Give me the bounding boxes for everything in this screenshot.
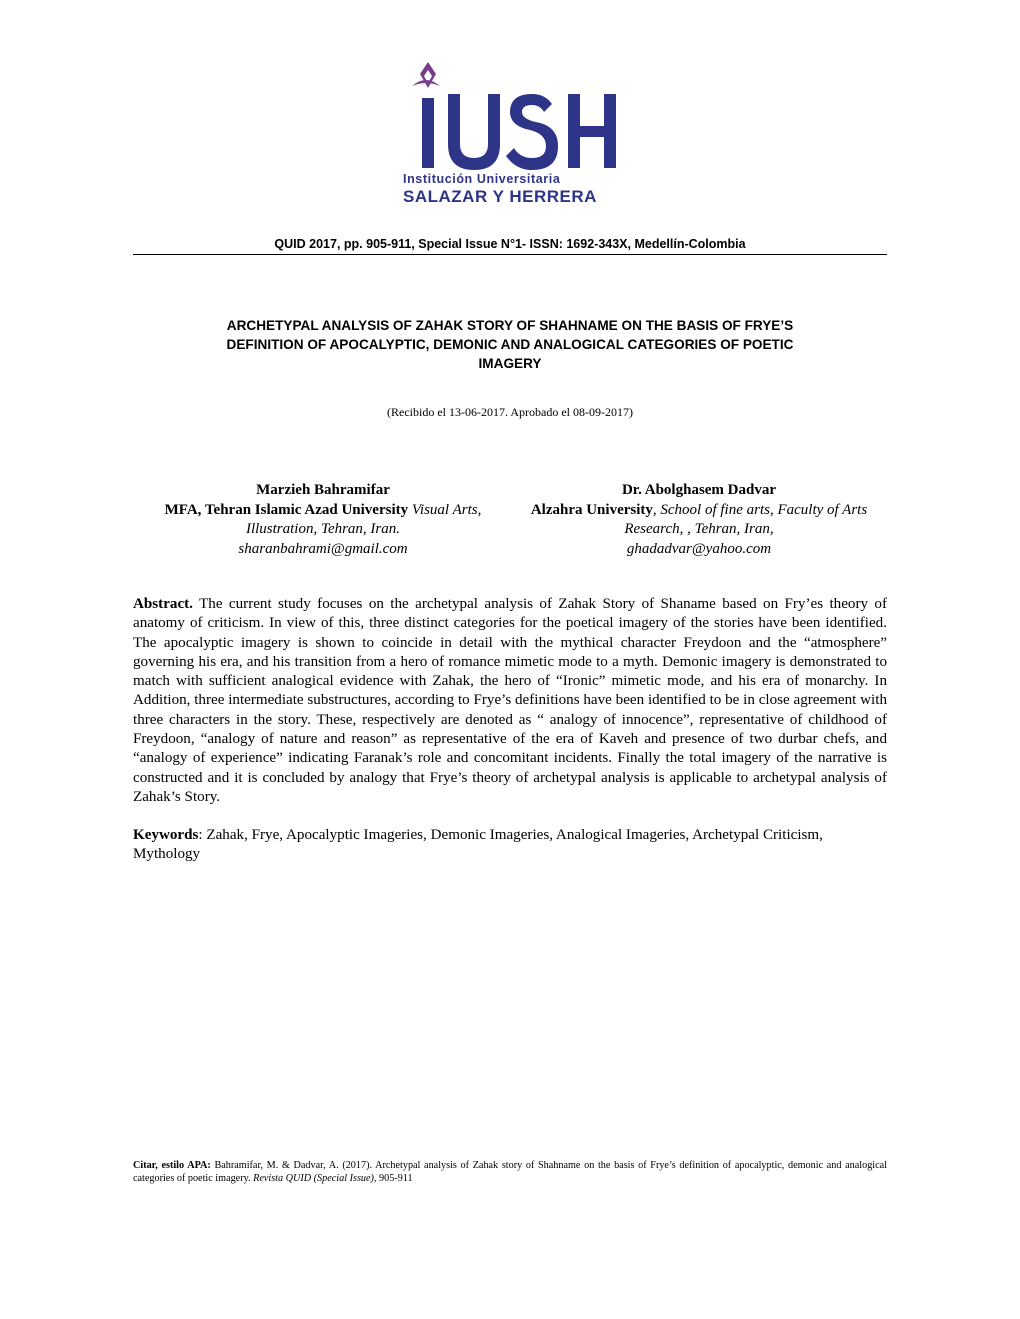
journal-header: QUID 2017, pp. 905-911, Special Issue N°1- ISSN: 1692-343X, Medellín-Colombia [274, 237, 746, 251]
citation-label: Citar, estilo APA: [133, 1160, 211, 1171]
title-line-2: DEFINITION OF APOCALYPTIC, DEMONIC AND ANALOGICAL CATEGORIES OF POETIC [226, 337, 794, 352]
affiliation-details: Visual Arts, Illustration, Tehran, Iran. [245, 501, 482, 537]
author-block-1 [133, 481, 513, 559]
keywords-label: Keywords [133, 827, 199, 843]
title-line-3: IMAGERY [478, 356, 542, 371]
author-email: sharanbahrami@gmail.com [238, 540, 408, 557]
citation-pages: 905-911 [376, 1172, 413, 1184]
author-affiliation [133, 501, 513, 540]
citation-text: Bahramifar, M. & Dadvar, A. (2017). Archetypal analysis of Zahak story of Shahname on the basis of Frye’s definition of apocalyptic, demonic and analogical categories of poetic imagery. [133, 1160, 888, 1184]
iush-logo [400, 60, 620, 210]
abstract-label: Abstract. [133, 596, 193, 612]
logo-name-line: SALAZAR Y HERRERA [403, 187, 597, 206]
citation-footnote [133, 1160, 887, 1186]
citation-journal: Revista QUID (Special Issue), [253, 1172, 377, 1184]
abstract [133, 595, 887, 807]
received-dates: (Recibido el 13-06-2017. Aprobado el 08-09-2017) [387, 405, 633, 419]
affiliation-details: , School of fine arts, Faculty of Arts Research, , Tehran, Iran, [624, 501, 868, 537]
affiliation-institution: Alzahra University [530, 501, 653, 518]
author-affiliation [509, 501, 889, 540]
abstract-text: The current study focuses on the archetypal analysis of Zahak Story of Shaname based on Fry’es theory of anatomy of criticism. In view of this, three distinct categories for the poetical imagery of the stories have been identified. The apocalyptic imagery is shown to coincide in detail with the mythical character Freydoon and the “atmosphere” governing his era, and his transition from a hero of romance mimetic mode to a myth. Demonic imagery is demonstrated to match with sufficient analogical evidence with Zahak, the hero of “Ironic” mimetic mode, and his era of monarchy. In Addition, three intermediate substructures, according to Frye’s definitions have been identified to be in close agreement with three characters in the story. These, respectively are denoted as “ analogy of innocence”, representative of childhood of Freydoon, “analogy of nature and reason” as representative of the era of Kaveh and presence of two durbar chefs, and “analogy of experience” indicating Faranak’s role and concomitant incidents. Finally the total imagery of the narrative is constructed and it is concluded by analogy that Frye’s theory of archetypal analysis is applicable to archetypal analysis of Zahak’s Story. [133, 596, 887, 805]
author-name: Marzieh Bahramifar [256, 482, 390, 498]
logo-institution-line: Institución Universitaria [403, 172, 561, 186]
author-name: Dr. Abolghasem Dadvar [621, 482, 777, 498]
iush-logo-mark [400, 60, 620, 172]
author-block-2 [509, 481, 889, 559]
keywords [133, 826, 887, 865]
title-line-1: ARCHETYPAL ANALYSIS OF ZAHAK STORY OF SHAHNAME ON THE BASIS OF FRYE’S [226, 318, 794, 333]
header-rule [133, 254, 887, 255]
paper-title [133, 316, 887, 373]
keywords-text: : Zahak, Frye, Apocalyptic Imageries, Demonic Imageries, Analogical Imageries, Archetypal Criticism, Mythology [133, 827, 823, 863]
author-email: ghadadvar@yahoo.com [626, 540, 772, 557]
affiliation-institution: MFA, Tehran Islamic Azad University [164, 501, 409, 518]
